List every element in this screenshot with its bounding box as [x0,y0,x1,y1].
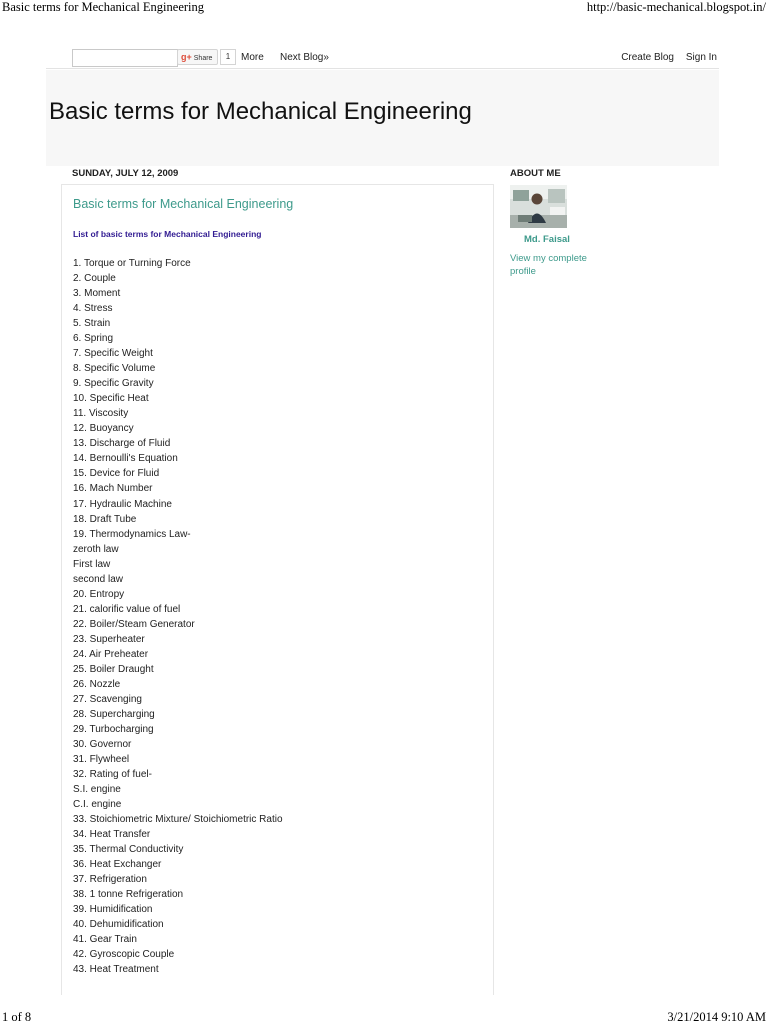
term-item: S.I. engine [73,784,121,796]
term-item: 21. calorific value of fuel [73,603,181,615]
term-item: 15. Device for Fluid [73,468,160,480]
term-item: 35. Thermal Conductivity [73,844,184,856]
term-item: 5. Strain [73,318,111,330]
next-blog-link[interactable]: Next Blog» [280,52,329,63]
term-item: 41. Gear Train [73,934,137,946]
print-header [0,0,768,16]
google-plus-icon: g+ [181,52,192,62]
term-item: 40. Dehumidification [73,919,164,931]
print-footer [0,1008,768,1024]
term-item: 27. Scavenging [73,693,142,705]
term-item: 6. Spring [73,333,114,345]
term-item: 2. Couple [73,273,116,285]
term-item: 37. Refrigeration [73,874,147,886]
profile-avatar[interactable] [510,185,567,228]
term-item: 28. Supercharging [73,708,155,720]
more-link[interactable]: More [241,52,264,63]
term-item: 13. Discharge of Fluid [73,438,171,450]
term-item: 16. Mach Number [73,483,153,495]
term-item: 19. Thermodynamics Law- [73,528,191,540]
term-item: 8. Specific Volume [73,363,156,375]
share-count: 1 [220,49,236,65]
term-item: C.I. engine [73,799,122,811]
term-item: 22. Boiler/Steam Generator [73,618,195,630]
print-header-url: http://basic-mechanical.blogspot.in/ [586,0,766,14]
blogger-navbar [46,46,719,69]
term-item: 42. Gyroscopic Couple [73,949,175,961]
term-item: 32. Rating of fuel- [73,769,152,781]
post-subtitle: List of basic terms for Mechanical Engineering [73,229,262,239]
blog-header [46,70,719,166]
term-item: 11. Viscosity [73,408,129,420]
term-item: 39. Humidification [73,904,153,916]
blog-title[interactable]: Basic terms for Mechanical Engineering [49,98,472,125]
share-label: Share [193,55,213,62]
print-datetime: 3/21/2014 9:10 AM [667,1010,766,1024]
profile-name[interactable]: Md. Faisal [524,234,570,245]
term-item: second law [73,573,124,585]
term-item: 31. Flywheel [73,754,130,766]
term-item: zeroth law [73,543,119,555]
term-item: 7. Specific Weight [73,348,153,360]
term-item: 17. Hydraulic Machine [73,498,172,510]
post-container [61,184,494,995]
term-item: 23. Superheater [73,633,145,645]
term-item: 20. Entropy [73,588,125,600]
view-profile-link[interactable]: View my complete profile [510,253,587,277]
term-item: 24. Air Preheater [73,648,149,660]
navbar-search-input[interactable] [72,49,178,67]
term-item: 18. Draft Tube [73,513,137,525]
google-plus-share-button[interactable] [177,49,218,65]
term-item: 30. Governor [73,739,132,750]
print-page-number: 1 of 8 [2,1010,32,1024]
about-me-heading: ABOUT ME [510,168,561,179]
terms-list [73,256,283,978]
post-title[interactable]: Basic terms for Mechanical Engineering [73,197,294,211]
post-date: SUNDAY, JULY 12, 2009 [72,168,179,179]
term-item: 29. Turbocharging [73,723,154,735]
term-item: 10. Specific Heat [73,393,149,405]
term-item: 38. 1 tonne Refrigeration [73,889,184,901]
profile-photo [510,185,567,228]
term-item: 43. Heat Treatment [73,964,159,976]
create-blog-link[interactable]: Create Blog [621,52,674,63]
term-item: 1. Torque or Turning Force [73,258,191,269]
term-item: 33. Stoichiometric Mixture/ Stoichiometric Ratio [73,814,283,826]
term-item: 36. Heat Exchanger [73,859,162,871]
term-item: 14. Bernoulli's Equation [73,453,178,465]
term-item: First law [73,558,111,570]
sign-in-link[interactable]: Sign In [685,52,717,63]
term-item: 4. Stress [73,303,113,315]
term-item: 12. Buoyancy [73,423,134,435]
term-item: 9. Specific Gravity [73,378,154,390]
term-item: 3. Moment [73,288,121,300]
term-item: 26. Nozzle [73,678,121,690]
term-item: 34. Heat Transfer [73,829,151,841]
term-item: 25. Boiler Draught [73,663,154,675]
print-header-title: Basic terms for Mechanical Engineering [2,0,205,14]
